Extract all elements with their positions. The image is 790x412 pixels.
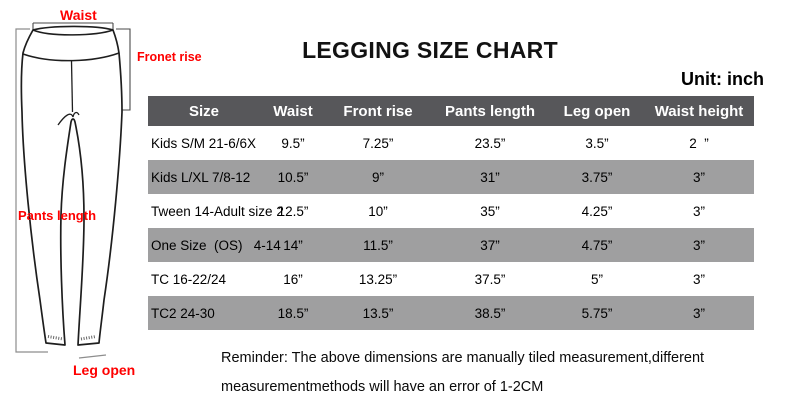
pants-length-cell: 37.5” (474, 271, 506, 287)
column-header-pants-length: Pants length (444, 102, 535, 120)
size-cell: Kids L/XL 7/8-12 (151, 169, 251, 185)
pants-length-cell: 38.5” (474, 305, 506, 321)
pants-length-cell: 31” (480, 169, 500, 185)
waist-height-cell: 3” (692, 305, 705, 321)
table-row (148, 126, 754, 160)
waist-height-cell: 3” (692, 271, 705, 287)
leg-open-cell: 5” (590, 271, 603, 287)
column-header-size: Size (188, 102, 219, 120)
size-cell: Tween 14-Adult size 2 (151, 203, 284, 219)
leg-open-cell: 4.25” (581, 203, 613, 219)
size-cell: One Size (OS) 4-14 (151, 237, 281, 253)
pants-length-cell: 23.5” (474, 135, 506, 151)
column-header-waist-height: Waist height (654, 102, 744, 120)
reminder-line-2: measurementmethods will have an error of 1-2CM (221, 379, 544, 395)
diagram-label-pants-length: Pants length (18, 208, 97, 223)
front-rise-cell: 13.25” (358, 271, 398, 287)
leg-open-cell: 3.5” (585, 135, 609, 151)
table-row (148, 296, 754, 330)
waist-cell: 10.5” (277, 169, 309, 185)
column-header-waist: Waist (273, 102, 313, 120)
column-header-leg-open: Leg open (563, 102, 631, 120)
pants-length-cell: 37” (480, 237, 500, 253)
waist-cell: 18.5” (277, 305, 309, 321)
column-header-front-rise: Front rise (343, 102, 413, 120)
diagram-label-leg-open: Leg open (73, 362, 136, 378)
size-table-header-row (148, 96, 754, 126)
waist-height-cell: 3” (692, 237, 705, 253)
table-row (148, 160, 754, 194)
leg-open-cell: 5.75” (581, 305, 613, 321)
size-cell: TC2 24-30 (151, 305, 215, 321)
table-row (148, 194, 754, 228)
leggings-silhouette (21, 26, 122, 345)
size-cell: TC 16-22/24 (151, 271, 227, 287)
table-row (148, 228, 754, 262)
waist-cell: 16” (283, 271, 303, 287)
size-table-body (148, 126, 754, 330)
front-rise-cell: 13.5” (362, 305, 394, 321)
leg-open-cell: 4.75” (581, 237, 613, 253)
size-cell: Kids S/M 21-6/6X (151, 135, 257, 151)
pants-length-cell: 35” (480, 203, 500, 219)
reminder-line-1: Reminder: The above dimensions are manually tiled measurement,different (221, 350, 705, 366)
diagram-label-waist: Waist (60, 7, 97, 23)
table-row (148, 262, 754, 296)
leg-open-bracket-line (79, 355, 106, 358)
front-rise-cell: 11.5” (363, 237, 393, 253)
waist-cell: 9.5” (281, 135, 305, 151)
page-title: LEGGING SIZE CHART (302, 37, 558, 63)
waist-height-cell: 2 ” (689, 135, 709, 151)
reminder-note (221, 344, 704, 402)
front-rise-cell: 7.25” (362, 135, 394, 151)
waist-cell: 12.5” (277, 203, 309, 219)
leg-open-cell: 3.75” (581, 169, 613, 185)
front-rise-cell: 10” (368, 203, 388, 219)
size-table (148, 96, 754, 330)
waist-height-cell: 3” (692, 203, 705, 219)
front-rise-cell: 9” (371, 169, 384, 185)
diagram-label-front-rise: Fronet rise (137, 50, 202, 64)
waist-height-cell: 3” (692, 169, 705, 185)
unit-label: Unit: inch (681, 69, 764, 89)
waist-cell: 14” (283, 237, 303, 253)
